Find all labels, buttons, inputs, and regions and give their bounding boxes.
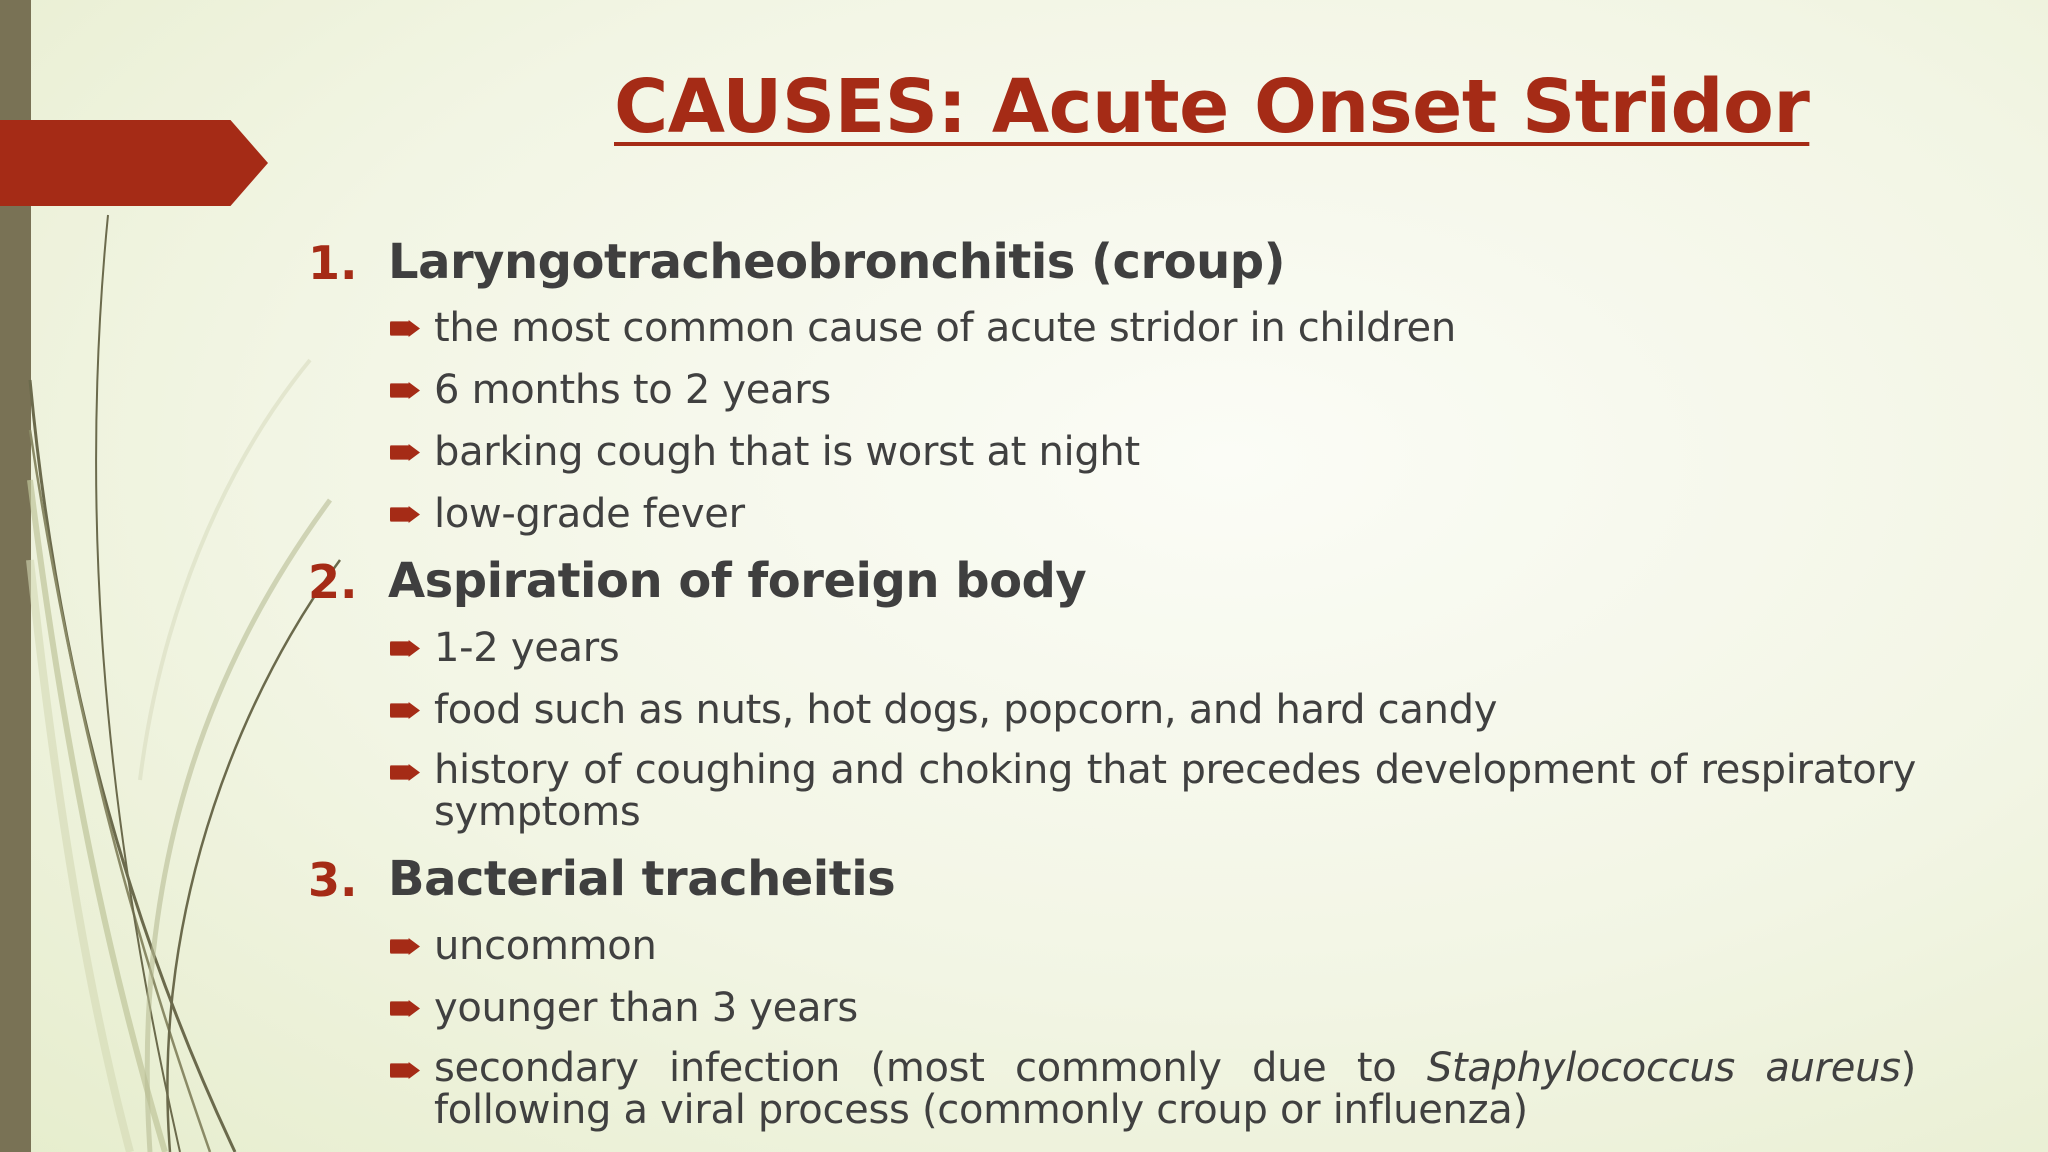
section-number: 1. — [308, 236, 358, 290]
bullet-text-rich — [434, 1047, 1916, 1131]
bullet-text-part: ) following a viral process (commonly croup or influenza) — [434, 1045, 1916, 1133]
section-heading: Aspiration of foreign body — [388, 553, 1087, 609]
arrow-bullet-icon — [390, 444, 420, 461]
bullet-text: food such as nuts, hot dogs, popcorn, and hard candy — [434, 687, 1498, 733]
section-number: 2. — [308, 555, 358, 609]
section-number: 3. — [308, 853, 358, 907]
bullet-text: the most common cause of acute stridor in children — [434, 305, 1456, 351]
bullet-text: low-grade fever — [434, 491, 745, 537]
arrow-bullet-icon — [390, 640, 420, 657]
bullet-text-part: secondary infection (most commonly due to — [434, 1045, 1427, 1091]
section-heading: Laryngotracheobronchitis (croup) — [388, 234, 1286, 290]
arrow-bullet-icon — [390, 1000, 420, 1017]
bullet-text: barking cough that is worst at night — [434, 429, 1140, 475]
arrow-bullet-icon — [390, 702, 420, 719]
arrow-bullet-icon — [390, 764, 420, 781]
bullet-text-italic: Staphylococcus aureus — [1426, 1045, 1901, 1091]
arrow-bullet-icon — [390, 320, 420, 337]
bullet-text: history of coughing and choking that precedes development of respiratory symptoms — [434, 747, 1916, 835]
arrow-bullet-icon — [390, 382, 420, 399]
arrow-bullet-icon — [390, 938, 420, 955]
slide-title: CAUSES: Acute Onset Stridor — [614, 64, 1810, 150]
arrow-bullet-icon — [390, 1062, 420, 1079]
bullet-text: 6 months to 2 years — [434, 367, 831, 413]
bullet-text: 1-2 years — [434, 625, 620, 671]
section-heading: Bacterial tracheitis — [388, 851, 896, 907]
arrow-bullet-icon — [390, 506, 420, 523]
bullet-text: younger than 3 years — [434, 985, 858, 1031]
bullet-text: uncommon — [434, 923, 657, 969]
